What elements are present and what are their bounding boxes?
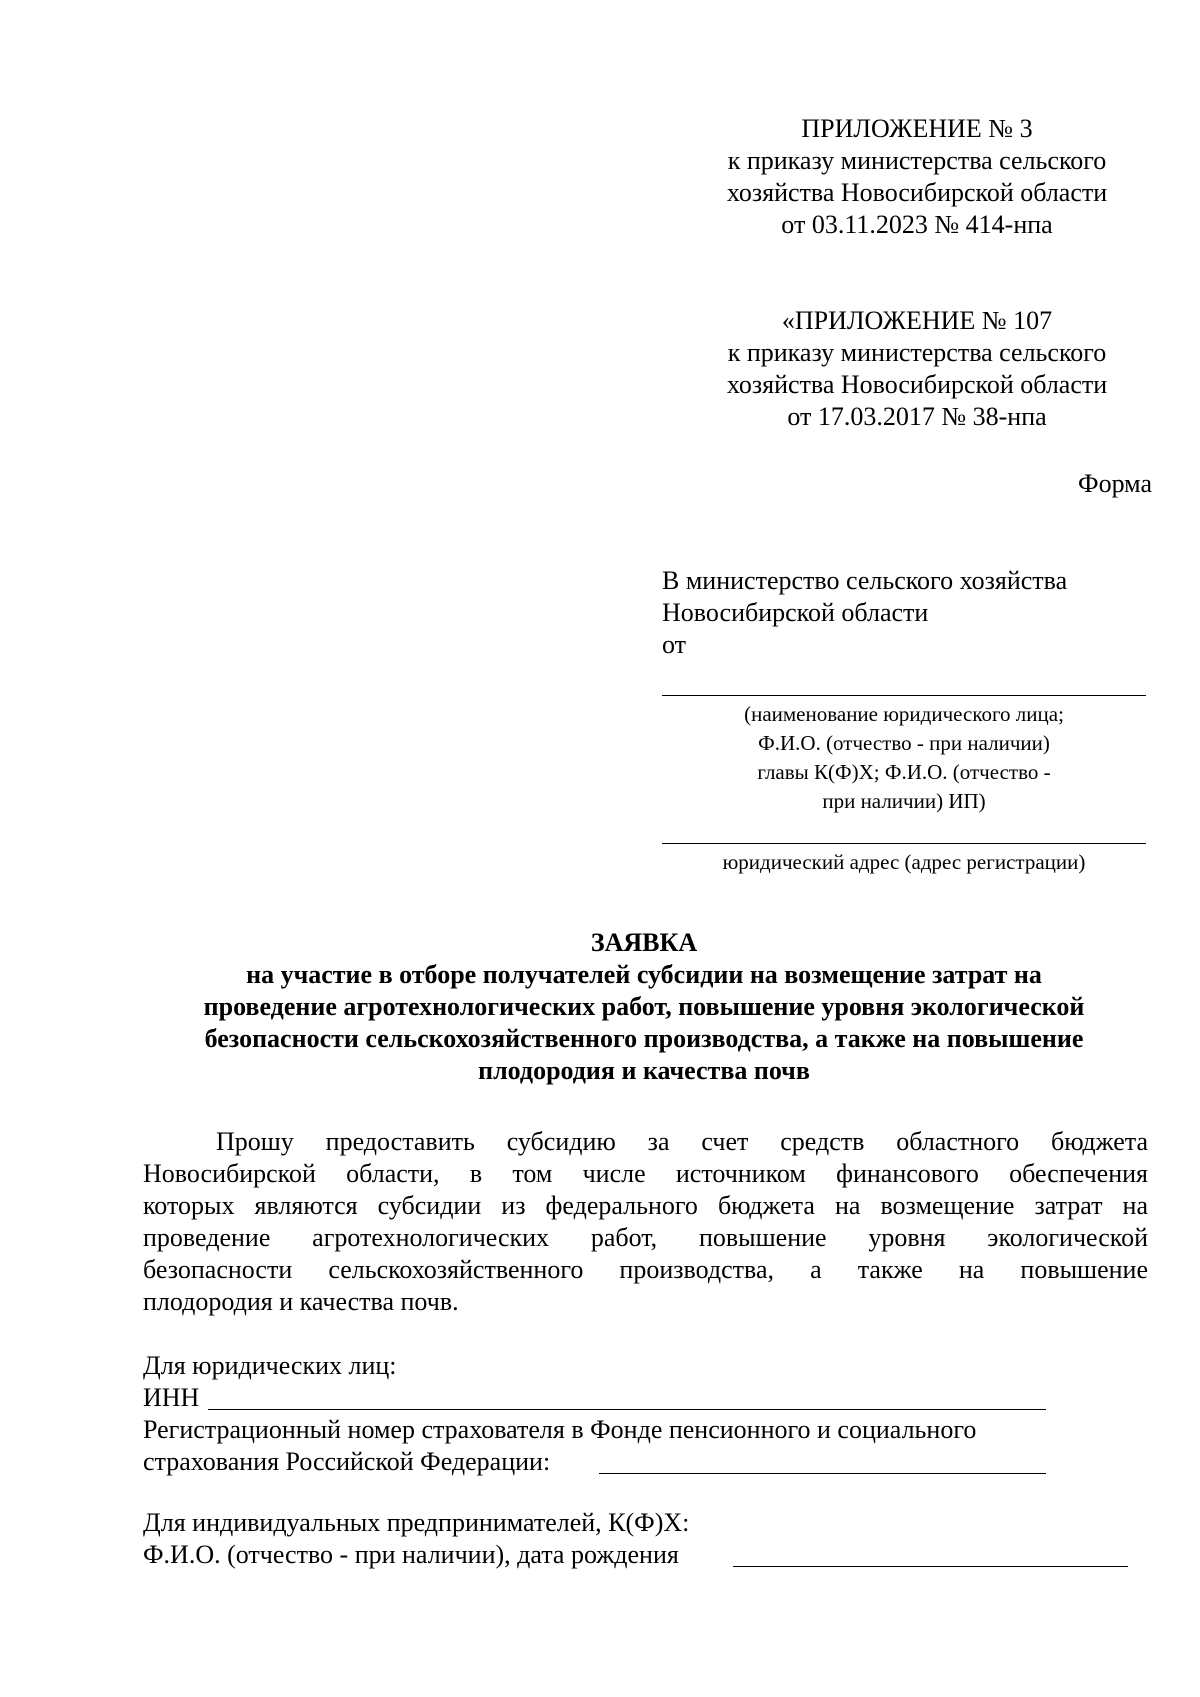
legal-entities-section bbox=[143, 1350, 1148, 1478]
form-label: Форма bbox=[1078, 469, 1152, 498]
title-heading: ЗАЯВКА bbox=[590, 928, 698, 957]
appendix-current-heading bbox=[707, 113, 1127, 241]
appendix-current-date: от 03.11.2023 № 414-нпа bbox=[781, 210, 1053, 239]
appendix-current-order-line: к приказу министерства сельского bbox=[727, 146, 1107, 175]
hint-line: Ф.И.О. (отчество - при наличии) bbox=[758, 731, 1050, 755]
fio-birthdate-label: Ф.И.О. (отчество - при наличии), дата рождения bbox=[143, 1540, 679, 1569]
addressee-block bbox=[662, 565, 1152, 661]
request-paragraph bbox=[143, 1126, 1148, 1318]
reg-number-label-cont: страхования Российской Федерации: bbox=[143, 1447, 551, 1476]
reg-number-field[interactable] bbox=[599, 1473, 1046, 1474]
hint-line: (наименование юридического лица; bbox=[744, 702, 1064, 726]
paragraph-line: безопасности сельскохозяйственного производства, а также на повышение bbox=[143, 1255, 1148, 1284]
paragraph-line: проведение агротехнологических работ, повышение уровня экологической bbox=[143, 1223, 1148, 1252]
paragraph-line: которых являются субсидии из федерального бюджета на возмещение затрат на bbox=[143, 1191, 1148, 1220]
title-line: проведение агротехнологических работ, повышение уровня экологической bbox=[203, 992, 1085, 1021]
title-line: безопасности сельскохозяйственного производства, а также на повышение bbox=[204, 1024, 1084, 1053]
appendix-original-order-line: к приказу министерства сельского bbox=[727, 338, 1107, 367]
paragraph-line: Прошу предоставить субсидию за счет средств областного бюджета bbox=[216, 1127, 1148, 1156]
document-title bbox=[140, 927, 1148, 1087]
addressee-line: В министерство сельского хозяйства bbox=[662, 566, 1068, 595]
hint-line: юридический адрес (адрес регистрации) bbox=[722, 850, 1086, 874]
appendix-original-number: «ПРИЛОЖЕНИЕ № 107 bbox=[781, 306, 1053, 335]
addressee-line: Новосибирской области bbox=[662, 598, 929, 627]
inn-label: ИНН bbox=[143, 1383, 200, 1412]
appendix-original-ministry-line: хозяйства Новосибирской области bbox=[726, 370, 1108, 399]
inn-field[interactable] bbox=[208, 1409, 1046, 1410]
title-line: плодородия и качества почв bbox=[478, 1056, 810, 1085]
appendix-original-date: от 17.03.2017 № 38-нпа bbox=[787, 402, 1047, 431]
reg-number-row bbox=[143, 1414, 1148, 1446]
individuals-header bbox=[143, 1507, 1148, 1539]
fio-birthdate-field[interactable] bbox=[733, 1566, 1128, 1567]
legal-address-field[interactable] bbox=[662, 843, 1146, 844]
individuals-section bbox=[143, 1507, 1148, 1571]
applicant-name-field[interactable] bbox=[662, 695, 1146, 696]
appendix-original-heading bbox=[707, 305, 1127, 433]
inn-row bbox=[143, 1382, 1148, 1414]
fio-row bbox=[143, 1539, 1148, 1571]
hint-line: главы К(Ф)Х; Ф.И.О. (отчество - bbox=[757, 760, 1051, 784]
section-header-label: Для юридических лиц: bbox=[143, 1351, 397, 1380]
appendix-current-ministry-line: хозяйства Новосибирской области bbox=[726, 178, 1108, 207]
paragraph-line: Новосибирской области, в том числе источником финансового обеспечения bbox=[143, 1159, 1148, 1188]
reg-number-label: Регистрационный номер страхователя в Фонде пенсионного и социального bbox=[143, 1415, 977, 1444]
title-line: на участие в отборе получателей субсидии на возмещение затрат на bbox=[246, 960, 1042, 989]
hint-line: при наличии) ИП) bbox=[822, 789, 986, 813]
addressee-from: от bbox=[662, 630, 687, 659]
section-header-label: Для индивидуальных предпринимателей, К(Ф)Х: bbox=[143, 1508, 690, 1537]
appendix-current-number: ПРИЛОЖЕНИЕ № 3 bbox=[801, 114, 1033, 143]
legal-address-hint bbox=[662, 848, 1146, 877]
applicant-name-hint bbox=[662, 700, 1146, 816]
legal-entities-header bbox=[143, 1350, 1148, 1382]
paragraph-line: плодородия и качества почв. bbox=[143, 1287, 459, 1316]
reg-number-row-cont bbox=[143, 1446, 1148, 1478]
